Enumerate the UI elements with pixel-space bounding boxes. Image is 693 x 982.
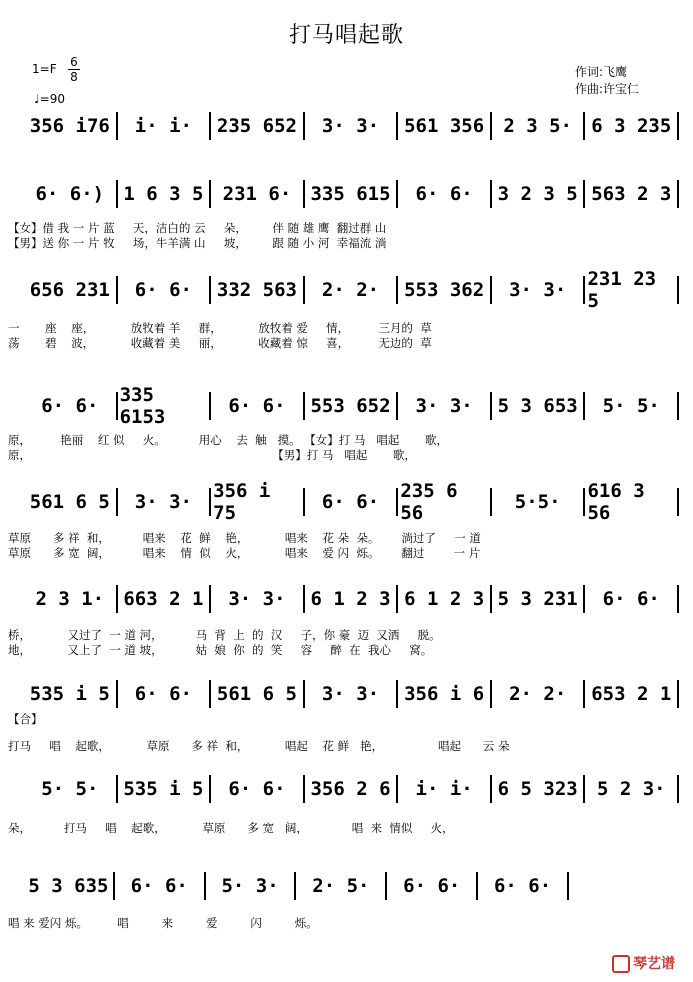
measure: 356 i 6	[398, 680, 492, 708]
lyric-line: 【女】借 我 一 片 蓝 天，洁白的 云 朵， 伴 随 雄 鹰 翻过群 山	[8, 221, 387, 235]
measure: i· i·	[118, 112, 212, 140]
lyricist-credit: 作词:飞鹰	[575, 65, 628, 79]
measure: 6· 6·	[305, 488, 399, 516]
measure: 6· 6·	[118, 680, 212, 708]
measure: 6 3 235	[585, 112, 679, 140]
time-sig-bottom: 8	[68, 69, 80, 84]
time-signature	[68, 55, 80, 84]
measure: 3· 3·	[305, 680, 399, 708]
measure: 3· 3·	[211, 585, 305, 613]
measure: 6· 6·	[115, 872, 206, 900]
measure: 6· 6·	[211, 775, 305, 803]
measure: 3· 3·	[492, 276, 586, 304]
lyric-line: 原， 【男】打 马 唱起 歌，	[8, 448, 416, 462]
lyric-line: 一 座 座， 放牧着 羊 群， 放牧着 爱 情， 三月的 草	[8, 321, 432, 335]
measure: 1 6 3 5	[118, 180, 212, 208]
lyric-line: 原， 艳丽 红 似 火。 用心 去 触 摸。 【女】打 马 唱起 歌，	[8, 433, 448, 447]
measure: 6· 6·	[118, 276, 212, 304]
measure: 335 615	[305, 180, 399, 208]
measure: 3· 3·	[398, 392, 492, 420]
measure: 5·5·	[492, 488, 586, 516]
lyric-line: 朵， 打马 唱 起歌， 草原 多 宽 阔， 唱 来 情似 火，	[8, 821, 454, 835]
measure: 561 6 5	[24, 488, 118, 516]
lyric-line: 唱 来 爱闪 烁。 唱 来 爱 闪 烁。	[8, 916, 318, 930]
measure: 332 563	[211, 276, 305, 304]
measure: 5· 3·	[206, 872, 297, 900]
key-signature: 1=F	[32, 62, 57, 76]
song-title: 打马唱起歌	[288, 23, 404, 48]
measure: 5 3 635	[24, 872, 115, 900]
composer-credit: 作曲:许宝仁	[575, 82, 640, 96]
measure: 6· 6·)	[24, 180, 118, 208]
measure: 553 652	[305, 392, 399, 420]
measure: 2 3 1·	[24, 585, 118, 613]
measure: 356 i 75	[211, 488, 305, 516]
measure: 561 356	[398, 112, 492, 140]
measure: 5 3 231	[492, 585, 586, 613]
site-logo	[612, 953, 675, 973]
measure: 356 i76	[24, 112, 118, 140]
measure: 231 6·	[211, 180, 305, 208]
lyric-line: 草原 多 祥 和， 唱来 花 鲜 艳， 唱来 花 朵 朵。 淌过了 一 道	[8, 531, 481, 545]
measure: 616 3 56	[585, 488, 679, 516]
measure: 6 1 2 3	[305, 585, 399, 613]
measure: 563 2 3	[585, 180, 679, 208]
measure: 663 2 1	[118, 585, 212, 613]
lyric-line: 桥， 又过了 一 道 河， 马 背 上 的 汉 子，你 豪 迈 又洒 脱。	[8, 628, 441, 642]
measure: 3 2 3 5	[492, 180, 586, 208]
lyric-line: 草原 多 宽 阔， 唱来 情 似 火， 唱来 爱 闪 烁。 翻过 一 片	[8, 546, 481, 560]
measure: 2· 2·	[492, 680, 586, 708]
measure: 6· 6·	[398, 180, 492, 208]
measure: 6 1 2 3	[398, 585, 492, 613]
measure: 231 23 5	[585, 276, 679, 304]
measure: 235 6 56	[398, 488, 492, 516]
measure: 6· 6·	[211, 392, 305, 420]
logo-text: 琴艺谱	[633, 956, 675, 972]
measure: 553 362	[398, 276, 492, 304]
measure: 653 2 1	[585, 680, 679, 708]
lyric-line: 【男】送 你 一 片 牧 场，牛羊满 山 坡， 跟 随 小 河 幸福流 淌	[8, 236, 387, 250]
measure: 6· 6·	[585, 585, 679, 613]
lyric-line: 打马 唱 起歌， 草原 多 祥 和， 唱起 花 鲜 艳， 唱起 云 朵	[8, 739, 510, 753]
measure: 335 6153	[118, 392, 212, 420]
logo-icon	[612, 955, 630, 973]
measure: 3· 3·	[305, 112, 399, 140]
measure: 656 231	[24, 276, 118, 304]
lyric-line: 地， 又上了 一 道 坡， 姑 娘 你 的 笑 容 醉 在 我心 窝。	[8, 643, 433, 657]
measure: 3· 3·	[118, 488, 212, 516]
measure: 235 652	[211, 112, 305, 140]
time-sig-top: 6	[70, 55, 78, 69]
measure: i· i·	[398, 775, 492, 803]
measure: 2· 5·	[296, 872, 387, 900]
measure: 5 2 3·	[585, 775, 679, 803]
measure: 6 5 323	[492, 775, 586, 803]
measure: 561 6 5	[211, 680, 305, 708]
measure: 5· 5·	[585, 392, 679, 420]
chorus-tag: 【合】	[8, 712, 43, 726]
measure: 535 i 5	[24, 680, 118, 708]
measure: 6· 6·	[478, 872, 569, 900]
measure: 2· 2·	[305, 276, 399, 304]
measure: 5 3 653	[492, 392, 586, 420]
measure: 356 2 6	[305, 775, 399, 803]
measure: 6· 6·	[24, 392, 118, 420]
measure: 6· 6·	[387, 872, 478, 900]
lyric-line: 荡 碧 波， 收藏着 美 丽， 收藏着 惊 喜， 无边的 草	[8, 336, 432, 350]
tempo-marking: ♩=90	[34, 92, 65, 106]
measure: 535 i 5	[118, 775, 212, 803]
measure: 2 3 5·	[492, 112, 586, 140]
measure: 5· 5·	[24, 775, 118, 803]
